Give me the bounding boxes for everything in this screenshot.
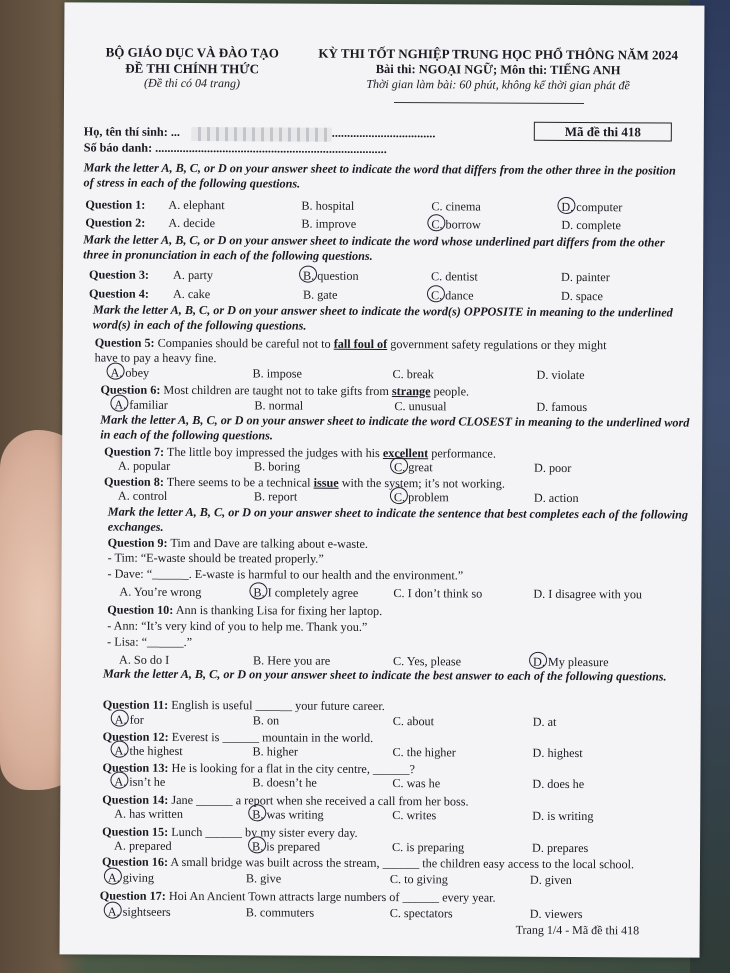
q13-d: D. does he <box>532 776 585 792</box>
q7-a: A. popular <box>118 458 171 473</box>
name-dots: .................................. <box>331 125 436 141</box>
q11-b: B. on <box>252 713 280 728</box>
q13-answer-mark <box>110 772 128 789</box>
q11-stem: Question 11: English is useful ______ your future career. <box>102 697 385 714</box>
q2-b: B. improve <box>301 216 357 231</box>
ministry: BỘ GIÁO DỤC VÀ ĐÀO TẠO <box>105 44 279 61</box>
q7-c: C. great <box>394 460 433 475</box>
q12-answer-mark <box>111 741 129 758</box>
q1-label: Question 1: <box>85 197 146 212</box>
q5-a: A. obey <box>110 365 150 380</box>
q1-c: C. cinema <box>431 199 481 214</box>
q3-answer-mark <box>299 266 317 283</box>
q15-c: C. is preparing <box>392 840 465 855</box>
redacted-name <box>192 127 332 142</box>
q9-a: A. You’re wrong <box>119 584 202 600</box>
exam-code: Mã đề thi 418 <box>534 122 672 142</box>
q5-b: B. impose <box>252 366 303 381</box>
q15-a: A. prepared <box>114 838 172 853</box>
q8-d: D. action <box>533 490 579 506</box>
exam-title: KỲ THI TỐT NGHIỆP TRUNG HỌC PHỔ THÔNG NĂM 2024 <box>318 45 679 63</box>
q2-label: Question 2: <box>85 215 146 230</box>
q5-stem: Question 5: Companies should be careful not to fall foul of government safety regulations or they might <box>94 335 607 353</box>
instruction-opposite: Mark the letter A, B, C, or D on your answer sheet to indicate the word(s) OPPOSITE in meaning to the underlined word(s) in each of the following questions. <box>92 302 673 333</box>
q10-answer-mark <box>529 652 547 669</box>
q17-answer-mark <box>104 902 122 919</box>
q16-answer-mark <box>104 868 122 885</box>
instruction-closest: Mark the letter A, B, C, or D on your answer sheet to indicate the word CLOSEST in meaning to the underlined word in each of the following questions. <box>100 412 690 443</box>
q15-stem: Question 15: Lunch ______ by my sister every day. <box>102 824 358 840</box>
q1-answer-mark <box>557 197 575 214</box>
q16-d: D. given <box>529 872 572 887</box>
q14-answer-mark <box>248 804 266 821</box>
q10-b: B. Here you are <box>253 653 331 668</box>
q13-b: B. doesn’t he <box>252 775 317 790</box>
q6-b: B. normal <box>254 398 304 413</box>
q5-answer-mark <box>107 363 125 380</box>
q11-d: D. at <box>532 714 557 729</box>
q16-b: B. give <box>245 871 282 886</box>
q12-b: B. higher <box>252 744 298 759</box>
q9-b: B. I completely agree <box>253 585 359 600</box>
q8-answer-mark <box>390 487 408 504</box>
q17-d: D. viewers <box>529 906 583 922</box>
q3-d: D. painter <box>561 269 610 285</box>
q6-a: A. familiar <box>114 397 168 412</box>
q7-b: B. boring <box>254 459 301 474</box>
q10-d: D. My pleasure <box>533 654 609 670</box>
q12-c: C. the higher <box>392 745 456 760</box>
q11-a: A. for <box>114 712 144 727</box>
q4-d: D. space <box>560 288 603 304</box>
name-label: Họ, tên thí sinh: ... <box>83 124 181 139</box>
q6-stem: Question 6: Most children are taught not to take gifts from strange people. <box>100 382 470 399</box>
q8-b: B. report <box>253 489 298 504</box>
q2-answer-mark <box>427 214 445 231</box>
instruction-best-answer: Mark the letter A, B, C, or D on your answer sheet to indicate the best answer to each of the following questions. <box>102 666 667 684</box>
official-label: ĐỀ THI CHÍNH THỨC <box>125 60 260 76</box>
q15-b: B. is prepared <box>252 839 321 854</box>
exam-paper <box>60 2 705 957</box>
q8-stem: Question 8: There seems to be a technical issue with the system; it’s not working. <box>103 474 505 491</box>
pages-note: (Đề thi có 04 trang) <box>144 75 241 91</box>
q9-line2: - Dave: “______. E-waste is harmful to our health and the environment.” <box>107 566 464 583</box>
q13-stem: Question 13: He is looking for a flat in the city centre, ______? <box>102 760 415 777</box>
q17-c: C. spectators <box>389 906 453 921</box>
q3-label: Question 3: <box>89 267 150 282</box>
q9-d: D. I disagree with you <box>533 586 643 602</box>
page-footer: Trang 1/4 - Mã đề thi 418 <box>515 922 640 938</box>
q9-c: C. I don’t think so <box>393 586 483 601</box>
q14-stem: Question 14: Jane ______ a report when she received a call from her boss. <box>102 792 469 809</box>
time-note: Thời gian làm bài: 60 phút, không kể thời gian phát đề <box>366 76 630 92</box>
q3-a: A. party <box>173 267 214 283</box>
q16-stem: Question 16: A small bridge was built across the stream, ______ the children easy access to the local school. <box>101 854 635 872</box>
q16-a: A. giving <box>107 870 154 885</box>
q3-b: B. question <box>303 268 359 283</box>
q10-line1: - Ann: “It’s very kind of you to help me. Thank you.” <box>107 618 368 634</box>
subject: Bài thi: NGOẠI NGỮ; Môn thi: TIẾNG ANH <box>375 61 621 77</box>
q17-a: A. sightseers <box>107 904 171 919</box>
q5-stem-line2: have to pay a heavy fine. <box>94 350 217 366</box>
q14-b: B. was writing <box>252 807 324 822</box>
q15-d: D. prepares <box>532 840 589 856</box>
q14-a: A. has written <box>114 806 184 821</box>
q4-label: Question 4: <box>88 286 149 301</box>
q6-answer-mark <box>110 395 128 412</box>
q15-answer-mark <box>248 836 266 853</box>
q1-a: A. elephant <box>168 197 225 213</box>
instruction-exchanges: Mark the letter A, B, C, or D on your answer sheet to indicate the sentence that best completes each of the following exchanges. <box>107 504 689 534</box>
q14-d: D. is writing <box>532 808 594 824</box>
q7-answer-mark <box>390 457 408 474</box>
instruction-pronunciation: Mark the letter A, B, C, or D on your answer sheet to indicate the word whose underlined part differs from the other three in pronunciation in each of the following questions. <box>83 232 665 263</box>
q8-c: C. problem <box>393 490 449 505</box>
q17-stem: Question 17: Hoi An Ancient Town attracts large numbers of ______ every year. <box>99 888 496 905</box>
q6-d: D. famous <box>536 399 588 415</box>
header-left <box>92 44 292 91</box>
q4-a: A. cake <box>172 286 211 302</box>
q2-d: D. complete <box>561 217 621 233</box>
q9-stem: Question 9: Tim and Dave are talking about e-waste. <box>107 535 369 551</box>
q11-answer-mark <box>111 710 129 727</box>
q8-a: A. control <box>117 488 168 503</box>
q1-d: D. computer <box>561 199 623 215</box>
q5-c: C. break <box>392 367 434 382</box>
q9-answer-mark <box>249 582 267 599</box>
q7-d: D. poor <box>534 460 572 475</box>
q17-b: B. commuters <box>245 905 315 920</box>
q14-c: C. writes <box>392 808 437 823</box>
q10-line2: - Lisa: “______.” <box>107 634 193 650</box>
q9-line1: - Tim: “E-waste should be treated properly.” <box>107 550 324 566</box>
q4-b: B. gate <box>302 287 338 302</box>
q4-answer-mark <box>427 285 445 302</box>
q10-stem: Question 10: Ann is thanking Lisa for fixing her laptop. <box>107 602 383 619</box>
q3-c: C. dentist <box>431 269 478 284</box>
q1-b: B. hospital <box>301 198 355 213</box>
q10-c: C. Yes, please <box>393 654 462 669</box>
id-label: Số báo danh: ............................................................................ <box>83 140 387 157</box>
q11-c: C. about <box>392 714 435 729</box>
q2-a: A. decide <box>168 215 216 231</box>
q6-c: C. unusual <box>394 399 447 414</box>
q7-stem: Question 7: The little boy impressed the judges with his excellent performance. <box>104 444 496 461</box>
q10-a: A. So do I <box>119 652 170 667</box>
q13-c: C. was he <box>392 776 441 791</box>
q13-a: A. isn’t he <box>114 774 166 789</box>
q5-d: D. violate <box>536 367 585 383</box>
q16-c: C. to giving <box>389 872 448 887</box>
q12-a: A. the highest <box>114 743 183 758</box>
header-divider <box>394 102 584 104</box>
instruction-stress: Mark the letter A, B, C, or D on your answer sheet to indicate the word that differs from the other three in the position of stress in each of the following questions. <box>83 160 676 191</box>
q12-stem: Question 12: Everest is ______ mountain in the world. <box>102 729 374 745</box>
q4-c: C. dance <box>430 288 474 303</box>
q12-d: D. highest <box>532 745 583 761</box>
q2-c: C. borrow <box>431 217 481 232</box>
header-right <box>298 46 698 93</box>
